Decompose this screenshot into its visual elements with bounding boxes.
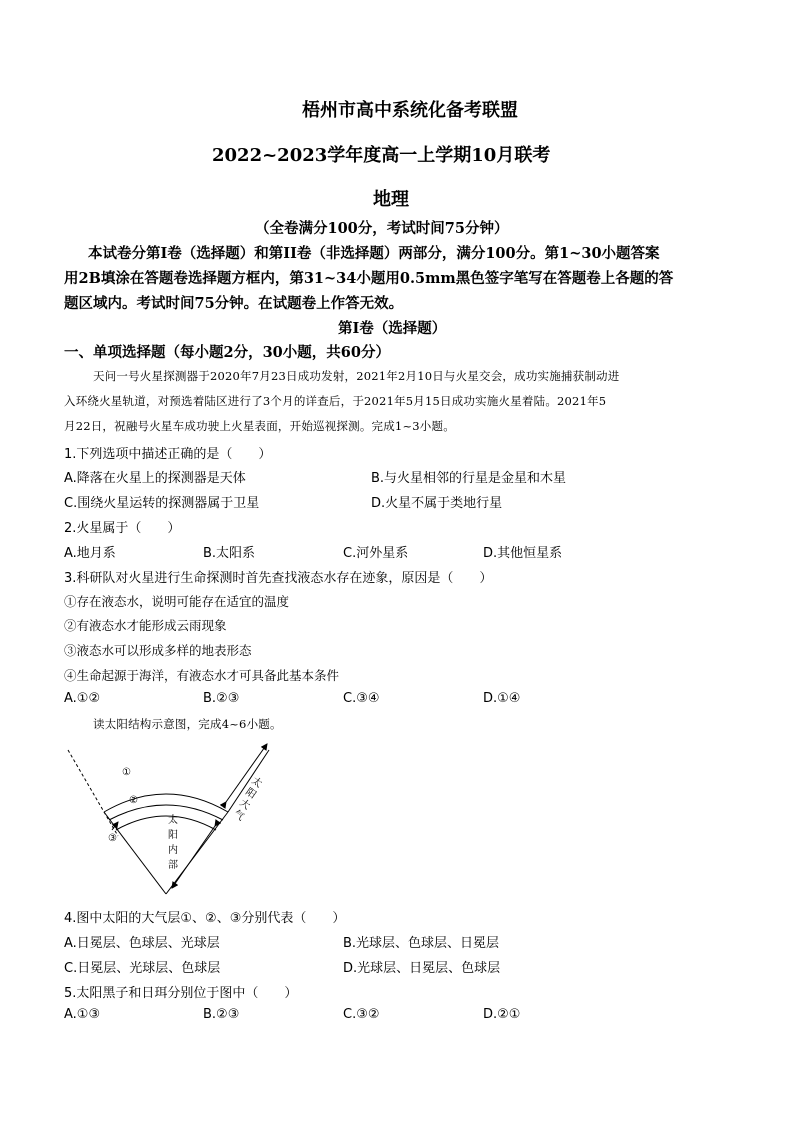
q2-option-a: A.地月系 [64,546,116,561]
q2-option-c: C.河外星系 [343,546,409,561]
interior-label-2: 阳 [168,830,178,841]
q3-option-a: A.①② [64,691,101,706]
passage1-line-2: 入环绕火星轨道，对预选着陆区进行了3个月的详查后，于2021年5月15日成功实施火星着陆。2021年5 [64,394,607,408]
q3-stem: 3.科研队对火星进行生命探测时首先查找液态水存在迹象，原因是（ ） [64,571,493,586]
atmosphere-label-4: 气 [231,808,246,824]
q2-option-d: D.其他恒星系 [483,546,563,561]
interior-label-3: 内 [168,845,178,856]
q5-option-d: D.②① [483,1007,521,1022]
atmosphere-label-2: 阳 [243,786,258,802]
interior-label-4: 部 [168,860,178,871]
q3-statement-3: ③液态水可以形成多样的地表形态 [64,643,252,658]
instruction-line-2: 用2B填涂在答题卷选择题方框内，第31~34小题用0.5mm黑色签字笔写在答题卷上各题的答 [64,270,674,287]
diagram-label-2: ② [129,795,138,806]
q5-option-a: A.①③ [64,1007,101,1022]
q3-statement-4: ④生命起源于海洋，有液态水才可具备此基本条件 [64,668,340,683]
q4-option-b: B.光球层、色球层、日冕层 [343,936,500,951]
atmosphere-label-1: 太 [249,775,264,791]
interior-label-1: 太 [168,815,178,826]
q5-option-c: C.③② [343,1007,380,1022]
dashed-boundary [68,750,118,836]
q5-stem: 5.太阳黑子和日珥分别位于图中（ ） [64,986,298,1001]
q4-stem: 4.图中太阳的大气层①、②、③分别代表（ ） [64,911,346,926]
q3-statement-2: ②有液态水才能形成云雨现象 [64,618,227,633]
section1-title: 一、单项选择题（每小题2分，30小题，共60分） [64,344,390,361]
q3-statement-1: ①存在液态水，说明可能存在适宜的温度 [64,594,290,609]
q3-option-c: C.③④ [343,691,380,706]
q1-stem: 1.下列选项中描述正确的是（ ） [64,447,272,462]
diagram-label-1: ① [122,767,131,778]
q3-option-b: B.②③ [203,691,240,706]
instruction-line-1: 本试卷分第I卷（选择题）和第II卷（非选择题）两部分，满分100分。第1~30小题答案 [88,245,660,262]
instruction-line-3: 题区域内。考试时间75分钟。在试题卷上作答无效。 [64,295,404,312]
interior-arrow [172,826,215,888]
q3-option-d: D.①④ [483,691,521,706]
q5-option-b: B.②③ [203,1007,240,1022]
q1-option-d: D.火星不属于类地行星 [371,496,503,511]
sun-structure-diagram [64,742,294,900]
q1-option-c: C.围绕火星运转的探测器属于卫星 [64,496,260,511]
exam-title: 2022~2023学年度高一上学期10月联考 [212,145,551,166]
q4-option-c: C.日冕层、光球层、色球层 [64,961,221,976]
middle-arc [109,805,223,820]
alliance-title: 梧州市高中系统化备考联盟 [302,100,518,121]
outer-arc [104,794,228,812]
q2-stem: 2.火星属于（ ） [64,521,181,536]
q4-option-d: D.光球层、日冕层、色球层 [343,961,501,976]
q1-option-b: B.与火星相邻的行星是金星和木星 [371,471,567,486]
score-time-note: （全卷满分100分，考试时间75分钟） [255,220,509,237]
passage1-line-3: 月22日，祝融号火星车成功驶上火星表面，开始巡视探测。完成1~3小题。 [64,419,455,433]
inner-arc [116,816,216,830]
q2-option-b: B.太阳系 [203,546,256,561]
subject-title: 地理 [373,189,409,210]
q1-option-a: A.降落在火星上的探测器是天体 [64,471,246,486]
q4-option-a: A.日冕层、色球层、光球层 [64,936,220,951]
part1-title: 第I卷（选择题） [338,320,447,337]
atmosphere-label-3: 大 [237,797,252,813]
cone-left-edge [104,812,166,894]
passage1-line-1: 天问一号火星探测器于2020年7月23日成功发射，2021年2月10日与火星交会，成功实施捕获制动进 [93,369,620,383]
diagram-label-3: ③ [108,833,117,844]
passage2: 读太阳结构示意图，完成4~6小题。 [93,717,282,731]
